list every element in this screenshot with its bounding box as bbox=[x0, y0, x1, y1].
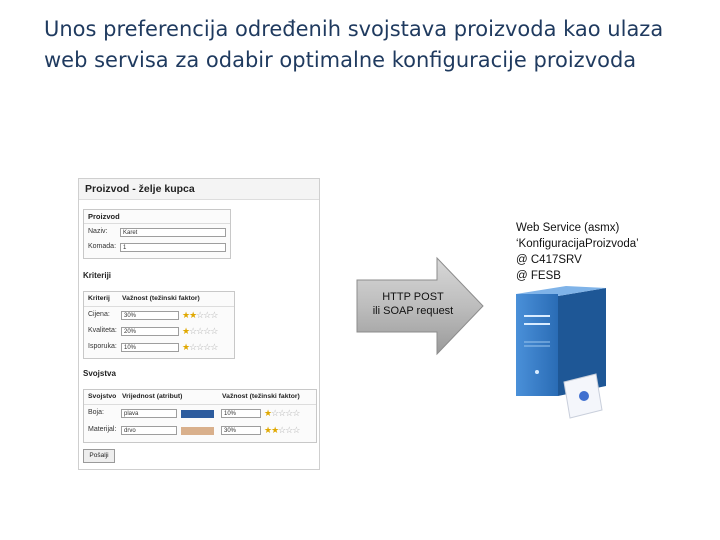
submit-button[interactable]: Pošalji bbox=[83, 449, 115, 463]
web-service-line-4: @ FESB bbox=[516, 270, 561, 282]
criteria-label: Kvaliteta: bbox=[88, 327, 117, 334]
star-icon[interactable]: ☆ bbox=[196, 342, 204, 352]
divider bbox=[84, 306, 234, 307]
property-value-input[interactable]: drvo bbox=[121, 426, 177, 435]
web-service-line-2: ‘KonfiguracijaProizvoda’ bbox=[516, 238, 639, 250]
criteria-weight-input[interactable]: 10% bbox=[121, 343, 179, 352]
komada-input[interactable]: 1 bbox=[120, 243, 226, 252]
star-icon[interactable]: ☆ bbox=[203, 310, 211, 320]
star-rating[interactable] bbox=[182, 326, 217, 337]
product-box-title: Proizvod bbox=[88, 212, 120, 221]
criteria-label: Cijena: bbox=[88, 311, 110, 318]
star-icon[interactable]: ★ bbox=[264, 408, 272, 418]
star-rating[interactable] bbox=[182, 310, 217, 321]
star-icon[interactable]: ☆ bbox=[196, 310, 204, 320]
server-icon bbox=[512, 286, 622, 426]
star-icon[interactable]: ☆ bbox=[285, 425, 293, 435]
criteria-box bbox=[83, 291, 235, 359]
property-row bbox=[84, 424, 316, 438]
properties-header-value: Vrijednost (atribut) bbox=[122, 393, 183, 400]
star-icon[interactable]: ☆ bbox=[292, 408, 300, 418]
komada-row bbox=[84, 241, 230, 255]
properties-header-property: Svojstvo bbox=[88, 393, 117, 400]
criteria-row bbox=[84, 325, 234, 339]
kriteriji-label: Kriteriji bbox=[83, 271, 112, 280]
star-icon[interactable]: ★ bbox=[264, 425, 272, 435]
web-service-line-1: Web Service (asmx) bbox=[516, 222, 620, 234]
criteria-weight-input[interactable]: 20% bbox=[121, 327, 179, 336]
property-label: Materijal: bbox=[88, 426, 117, 433]
form-title: Proizvod - želje kupca bbox=[79, 179, 319, 200]
naziv-input[interactable]: Karet bbox=[120, 228, 226, 237]
star-icon[interactable]: ☆ bbox=[210, 326, 218, 336]
star-icon[interactable]: ☆ bbox=[203, 326, 211, 336]
star-icon[interactable]: ☆ bbox=[203, 342, 211, 352]
star-icon[interactable]: ☆ bbox=[278, 408, 286, 418]
star-icon[interactable]: ☆ bbox=[210, 310, 218, 320]
divider bbox=[84, 223, 230, 224]
web-service-label bbox=[516, 220, 706, 284]
properties-box bbox=[83, 389, 317, 443]
property-weight-input[interactable]: 30% bbox=[221, 426, 261, 435]
slide-title: Unos preferencija određenih svojstava proizvoda kao ulaza web servisa za odabir optimalne konfiguracije proizvoda bbox=[44, 17, 664, 72]
property-label: Boja: bbox=[88, 409, 104, 416]
request-line-2: ili SOAP request bbox=[372, 305, 454, 317]
property-weight-input[interactable]: 10% bbox=[221, 409, 261, 418]
svojstva-label: Svojstva bbox=[83, 369, 116, 378]
criteria-header-weight: Važnost (težinski faktor) bbox=[122, 295, 200, 302]
star-icon[interactable]: ★ bbox=[189, 310, 197, 320]
product-box bbox=[83, 209, 231, 259]
criteria-weight-input[interactable]: 30% bbox=[121, 311, 179, 320]
star-icon[interactable]: ☆ bbox=[278, 425, 286, 435]
star-rating[interactable] bbox=[264, 425, 299, 436]
star-icon[interactable]: ☆ bbox=[189, 326, 197, 336]
request-label bbox=[358, 290, 468, 318]
property-row bbox=[84, 407, 316, 421]
criteria-row bbox=[84, 309, 234, 323]
komada-label: Komada: bbox=[88, 243, 117, 250]
star-icon[interactable]: ☆ bbox=[285, 408, 293, 418]
criteria-row bbox=[84, 341, 234, 355]
star-icon[interactable]: ☆ bbox=[292, 425, 300, 435]
criteria-label: Isporuka: bbox=[88, 343, 117, 350]
star-icon[interactable]: ★ bbox=[271, 425, 279, 435]
color-swatch[interactable] bbox=[181, 410, 214, 418]
star-icon[interactable]: ☆ bbox=[210, 342, 218, 352]
star-rating[interactable] bbox=[264, 408, 299, 419]
star-icon[interactable]: ★ bbox=[182, 342, 190, 352]
naziv-row bbox=[84, 226, 230, 240]
divider bbox=[84, 404, 316, 405]
request-line-1: HTTP POST bbox=[382, 291, 444, 303]
star-rating[interactable] bbox=[182, 342, 217, 353]
star-icon[interactable]: ★ bbox=[182, 326, 190, 336]
web-service-line-3: @ C417SRV bbox=[516, 254, 582, 266]
star-icon[interactable]: ☆ bbox=[271, 408, 279, 418]
texture-swatch[interactable] bbox=[181, 427, 214, 435]
star-icon[interactable]: ☆ bbox=[196, 326, 204, 336]
customer-preferences-form bbox=[78, 178, 320, 470]
star-icon[interactable]: ★ bbox=[182, 310, 190, 320]
property-value-input[interactable]: plava bbox=[121, 409, 177, 418]
criteria-header-criterion: Kriterij bbox=[88, 295, 110, 302]
star-icon[interactable]: ☆ bbox=[189, 342, 197, 352]
properties-header-weight: Važnost (težinski faktor) bbox=[222, 393, 300, 400]
naziv-label: Naziv: bbox=[88, 228, 108, 235]
